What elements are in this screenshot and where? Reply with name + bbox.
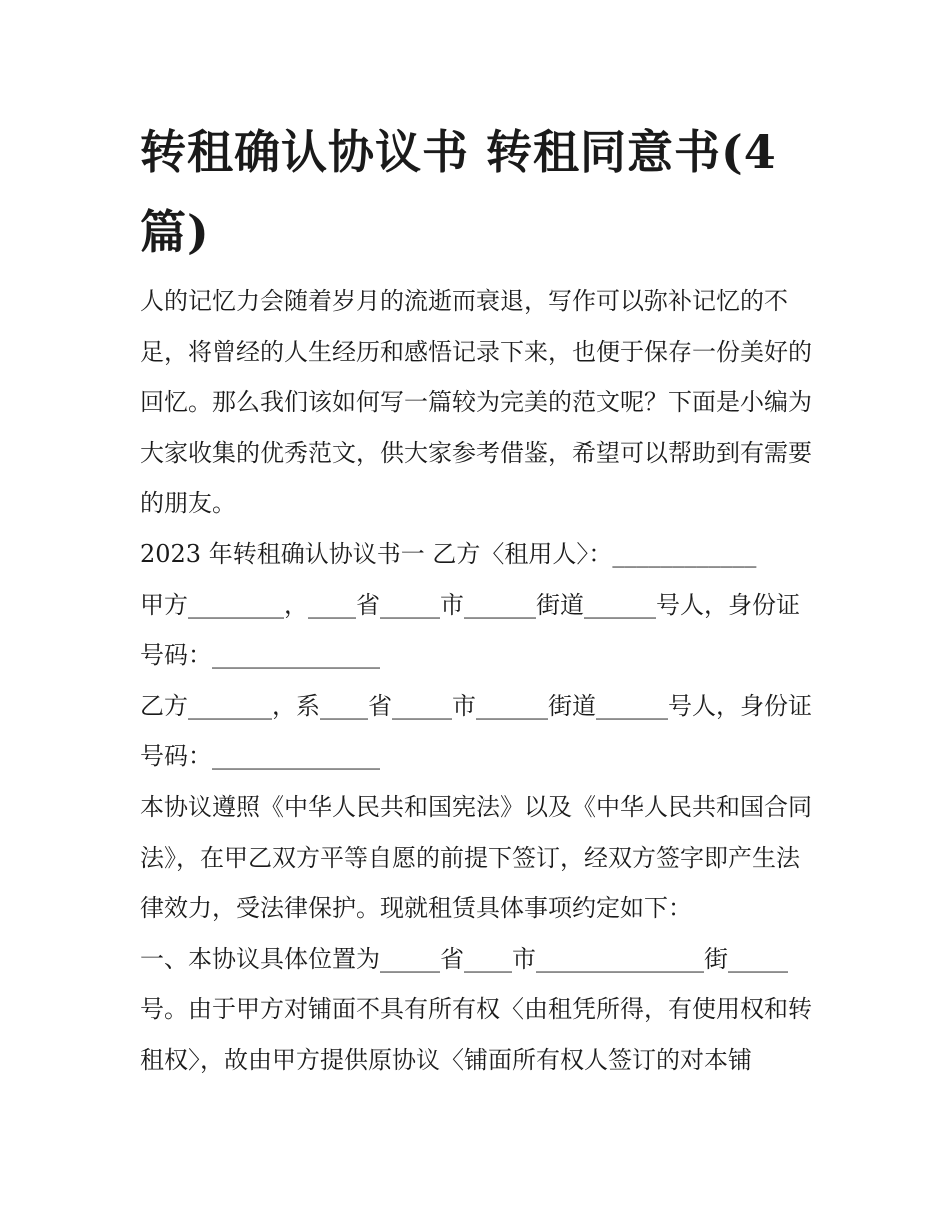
intro-paragraph: 人的记忆力会随着岁月的流逝而衰退，写作可以弥补记忆的不足，将曾经的人生经历和感悟记录下来，也便于保存一份美好的回忆。那么我们该如何写一篇较为完美的范文呢？下面是小编为大家收集的优秀范文，供大家参考借鉴，希望可以帮助到有需要的朋友。 (140, 287, 812, 518)
paragraph-legal-basis: 本协议遵照《中华人民共和国宪法》以及《中华人民共和国合同法》，在甲乙双方平等自愿的前提下签订，经双方签字即产生法律效力，受法律保护。现就租赁具体事项约定如下： (140, 792, 812, 923)
paragraph-party-b: 乙方_______，系____省_____市______街道______号人，身份证号码：______________ (140, 691, 812, 771)
document-title: 转租确认协议书 转租同意书(4篇) (140, 125, 777, 259)
paragraph-heading-line: 2023 年转租确认协议书一 乙方〈租用人〉：____________ (140, 539, 757, 568)
paragraph-clause-1: 一、本协议具体位置为_____省____市______________街_____号。由于甲方对铺面不具有所有权〈由租凭所得，有使用权和转租权〉，故由甲方提供原协议〈铺面所有权人签订的对本铺 (140, 944, 812, 1074)
paragraph-party-a: 甲方________，____省_____市______街道______号人，身份证号码：______________ (140, 590, 800, 670)
document-body (140, 276, 820, 1086)
